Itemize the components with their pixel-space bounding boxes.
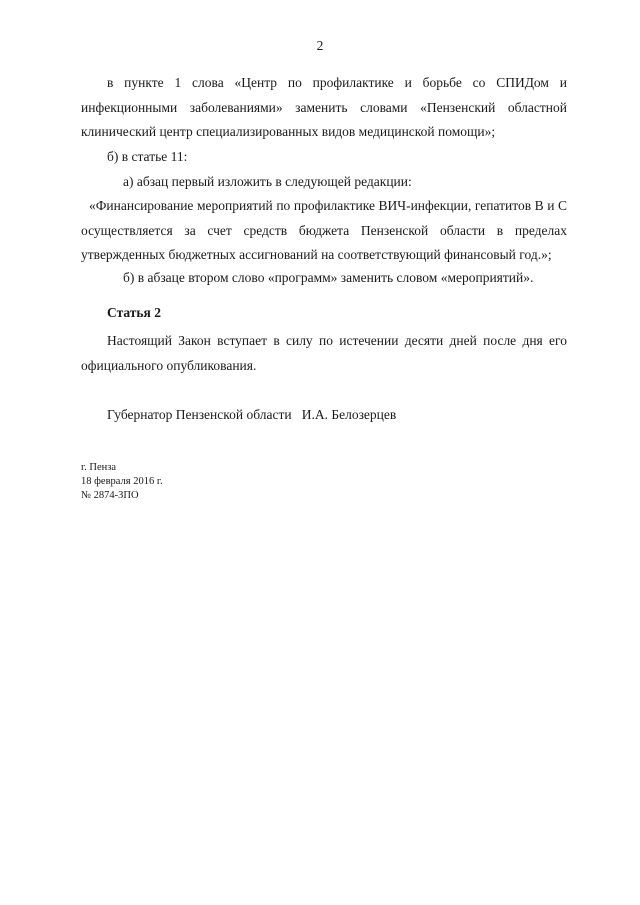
governor-signature: Губернатор Пензенской области И.А. Белозерцев	[107, 407, 397, 422]
footer-city: г. Пенза	[81, 462, 117, 473]
footer-date: 18 февраля 2016 г.	[81, 476, 163, 487]
document-footer	[81, 461, 163, 503]
paragraph-article-11: б) в статье 11:	[107, 149, 188, 164]
footer-number: № 2874-ЗПО	[81, 490, 139, 501]
paragraph-first-abzac: а) абзац первый изложить в следующей редакции:	[123, 174, 412, 189]
page-number: 2	[316, 38, 324, 53]
paragraph-financing-quote: «Финансирование мероприятий по профилактике ВИЧ-инфекции, гепатитов В и С осуществляется за счет средств бюджета Пензенской области в пределах утвержденных бюджетных ассигнований на соответствующий финансовый год.»;	[81, 198, 567, 262]
paragraph-item-1-amendment: в пункте 1 слова «Центр по профилактике и борьбе со СПИДом и инфекционными заболеваниями» заменить словами «Пензенский областной клинический центр специализированных видов медицинской помощи»;	[81, 75, 567, 139]
paragraph-second-abzac: б) в абзаце втором слово «программ» заменить словом «мероприятий».	[123, 270, 534, 285]
paragraph-entry-into-force: Настоящий Закон вступает в силу по истечении десяти дней после дня его официального опубликования.	[81, 333, 567, 373]
article-heading: Статья 2	[107, 305, 161, 320]
